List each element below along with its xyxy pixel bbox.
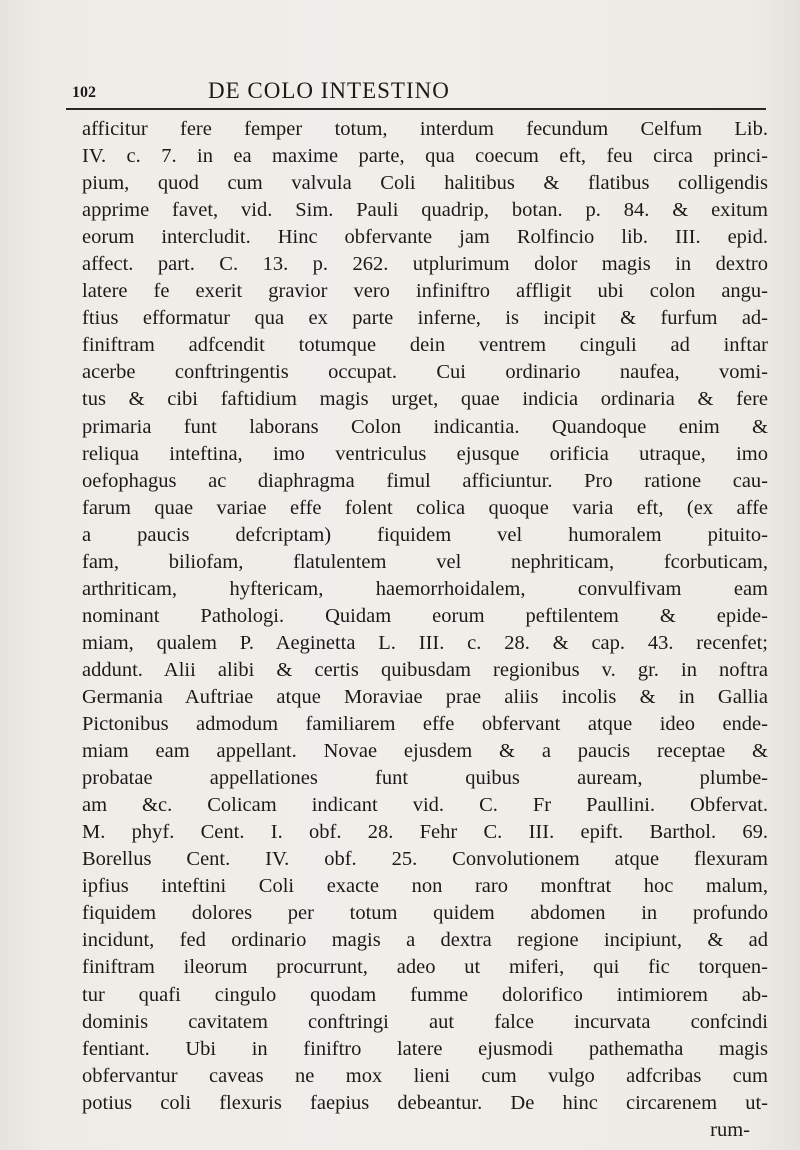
text-line: pium, quod cum valvula Coli halitibus & flatibus colligendis xyxy=(82,172,768,195)
text-line: arthriticam, hyftericam, haemorrhoidalem, convulfivam eam xyxy=(82,577,768,600)
text-line: reliqua inteftina, imo ventriculus ejusque orificia utraque, imo xyxy=(82,442,768,465)
text-line: latere fe exerit gravior vero infiniftro affligit ubi colon angu- xyxy=(82,280,768,303)
text-line: fiquidem dolores per totum quidem abdomen in profundo xyxy=(82,902,768,925)
text-line: acerbe conftringentis occupat. Cui ordinario naufea, vomi- xyxy=(82,361,768,384)
text-line: finiftram ileorum procurrunt, adeo ut miferi, qui fic torquen- xyxy=(82,956,768,979)
text-line: potius coli flexuris faepius debeantur. De hinc circarenem ut- xyxy=(82,1091,768,1114)
page-number: 102 xyxy=(72,84,96,101)
text-line: incidunt, fed ordinario magis a dextra regione incipiunt, & ad xyxy=(82,929,768,952)
text-line: apprime favet, vid. Sim. Pauli quadrip, botan. p. 84. & exitum xyxy=(82,199,768,222)
text-line: primaria funt laborans Colon indicantia. Quandoque enim & xyxy=(82,415,768,438)
text-line: IV. c. 7. in ea maxime parte, qua coecum eft, feu circa princi- xyxy=(82,145,768,168)
text-line: tus & cibi faftidium magis urget, quae indicia ordinaria & fere xyxy=(82,388,768,411)
text-line: nominant Pathologi. Quidam eorum peftilentem & epide- xyxy=(82,604,768,627)
text-line: tur quafi cingulo quodam fumme dolorifico intimiorem ab- xyxy=(82,983,768,1006)
body-text xyxy=(82,116,768,1144)
header-rule xyxy=(66,108,766,110)
text-line: M. phyf. Cent. I. obf. 28. Fehr C. III. epift. Barthol. 69. xyxy=(82,821,768,844)
text-line: am &c. Colicam indicant vid. C. Fr Paullini. Obfervat. xyxy=(82,794,768,817)
text-line: ftius efformatur qua ex parte inferne, is incipit & furfum ad- xyxy=(82,307,768,330)
text-line: eorum intercludit. Hinc obfervante jam Rolfincio lib. III. epid. xyxy=(82,226,768,249)
page-header xyxy=(72,78,720,104)
text-line: affect. part. C. 13. p. 262. utplurimum dolor magis in dextro xyxy=(82,253,768,276)
text-line: afficitur fere femper totum, interdum fecundum Celfum Lib. xyxy=(82,118,768,140)
text-line: miam, qualem P. Aeginetta L. III. c. 28. & cap. 43. recenfet; xyxy=(82,631,768,654)
text-line: addunt. Alii alibi & certis quibusdam regionibus v. gr. in noftra xyxy=(82,658,768,681)
text-line: Germania Auftriae atque Moraviae prae aliis incolis & in Gallia xyxy=(82,685,768,708)
text-line: dominis cavitatem conftringi aut falce incurvata confcindi xyxy=(82,1010,768,1033)
text-line: rum- xyxy=(710,1118,750,1141)
text-line: miam eam appellant. Novae ejusdem & a paucis receptae & xyxy=(82,740,768,763)
running-title: DE COLO INTESTINO xyxy=(208,78,450,103)
text-line: obfervantur caveas ne mox lieni cum vulgo adfcribas cum xyxy=(82,1064,768,1087)
text-line: farum quae variae effe folent colica quoque varia eft, (ex affe xyxy=(82,496,768,519)
text-line: a paucis defcriptam) fiquidem vel humoralem pituito- xyxy=(82,523,768,546)
text-line: Pictonibus admodum familiarem effe obfervant atque ideo ende- xyxy=(82,713,768,736)
text-line: oefophagus ac diaphragma fimul afficiuntur. Pro ratione cau- xyxy=(82,469,768,492)
text-line: finiftram adfcendit totumque dein ventrem cinguli ad inftar xyxy=(82,334,768,357)
text-line: fentiant. Ubi in finiftro latere ejusmodi pathematha magis xyxy=(82,1037,768,1060)
text-line: ipfius inteftini Coli exacte non raro monftrat hoc malum, xyxy=(82,875,768,898)
text-line: fam, biliofam, flatulentem vel nephriticam, fcorbuticam, xyxy=(82,550,768,573)
text-line: probatae appellationes funt quibus auream, plumbe- xyxy=(82,767,768,790)
text-line: Borellus Cent. IV. obf. 25. Convolutionem atque flexuram xyxy=(82,848,768,871)
